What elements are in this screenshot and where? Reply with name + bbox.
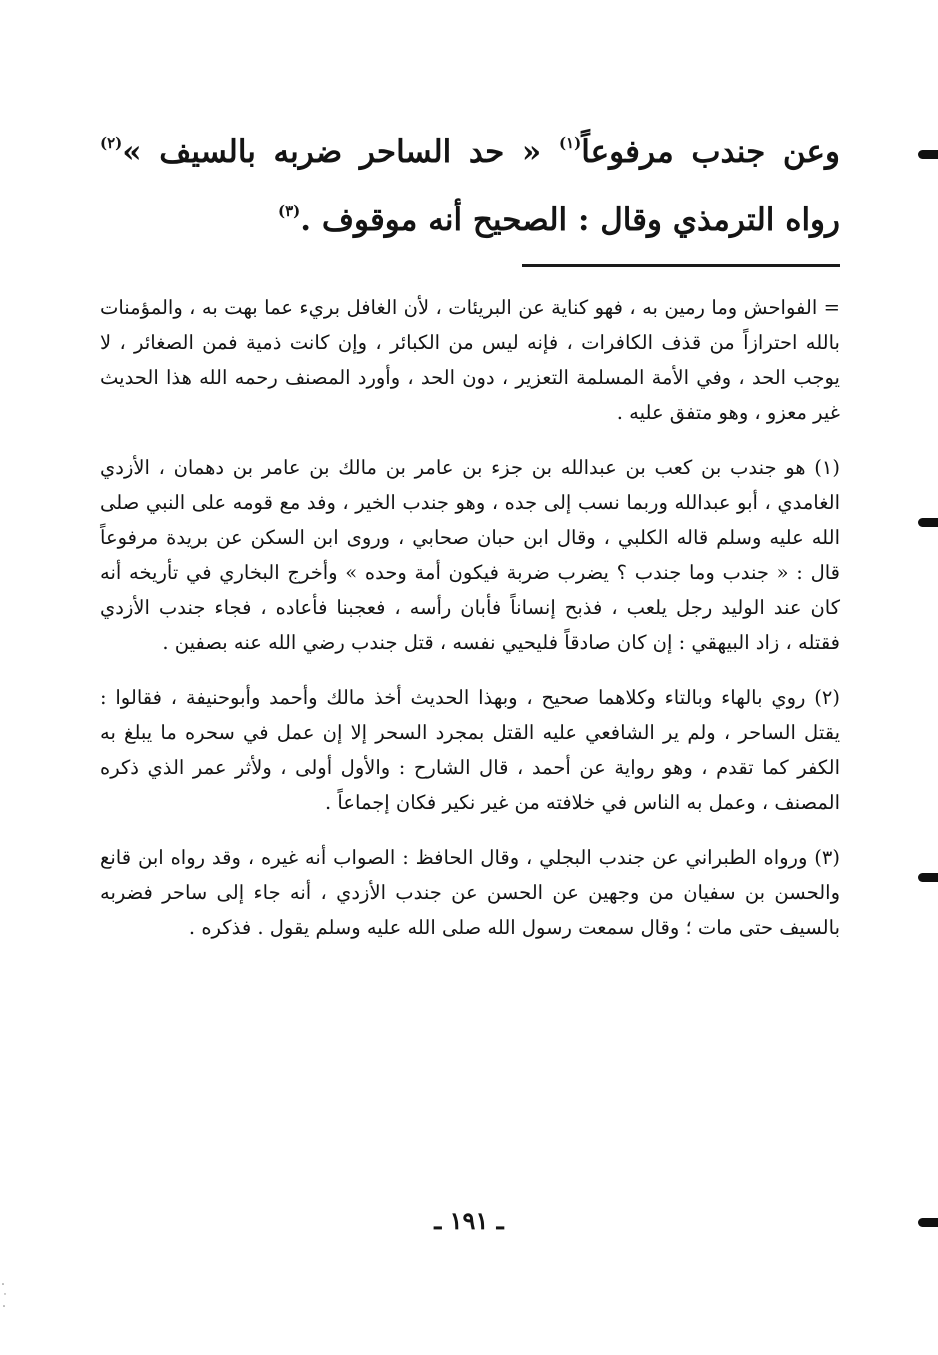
footnote-3: (٣) ورواه الطبراني عن جندب البجلي ، وقال الحافظ : الصواب أنه غيره ، وقد رواه ابن قانع والحسن بن سفيان من وجهين عن الحسن عن جندب الأزدي ، أنه جاء إلى ساحر فضربه بالسيف حتى مات ؛ وقال سمعت رسول الله صلى الله عليه وسلم يقول . فذكره . [100, 846, 840, 939]
footnote-continuation: = الفواحش وما رمين به ، فهو كناية عن البريئات ، لأن الغافل بريء عما بهت به ، والمؤمنات بالله احترازاً من قذف الكافرات ، فإنه ليس من الكبائر ، وإن كانت ذمية فمن الصغائر ، لا يوجب الحد ، وفي الأمة المسلمة التعزير ، دون الحد ، وأورد المصنف رحمه الله هذا الحديث غير معزو ، وهو متفق عليه . [100, 296, 840, 424]
edge-mark-3 [918, 873, 938, 882]
footnote-1: (١) هو جندب بن كعب بن عبدالله بن جزء بن عامر بن مالك بن عامر بن دهمان ، الأزدي الغامدي ، أبو عبدالله وربما نسب إلى جده ، وهو جندب الخير ، وفد مع قومه على النبي صلى الله عليه وسلم قاله الكلبي ، وقال ابن حبان صحابي ، وروى ابن السكن عن بريدة مرفوعاً قال : « جندب وما جندب ؟ يضرب ضربة فيكون أمة وحده » وأخرج البخاري في تأريخه أنه كان عند الوليد رجل يلعب ، فذبح إنساناً فأبان رأسه ، فعجبنا فأعاده ، فجاء جندب الأزدي فقتله ، زاد البيهقي : إن كان صادقاً فليحيي نفسه ، قتل جندب رضي الله عنه بصفين . [100, 456, 840, 654]
page-number: ـ ١٩١ ـ [434, 1206, 504, 1235]
footnote-2: (٢) روي بالهاء وبالتاء وكلاهما صحيح ، وبهذا الحديث أخذ مالك وأحمد وأبوحنيفة ، فقالوا : يقتل الساحر ، ولم ير الشافعي عليه القتل بمجرد السحر إلا إن عمل في سحره ما يبلغ به الكفر كما تقدم ، وهو رواية عن أحمد ، قال الشارح : والأول أولى ، ولأثر عمر الذي ذكره المصنف ، وعمل به الناس في خلافته من غير نكير فكان إجماعاً . [100, 686, 840, 814]
footnote-ref-1: (١) [558, 134, 582, 152]
main-text-part-3: رواه الترمذي وقال : الصحيح أنه موقوف . [300, 202, 840, 238]
main-hadith-text [100, 118, 840, 254]
footnote-ref-2: (٢) [100, 134, 123, 152]
edge-mark-1 [918, 150, 938, 159]
edge-mark-2 [918, 518, 938, 527]
scan-speckles [0, 1280, 10, 1320]
main-text-quote: « حد الساحر ضربه بالسيف » [122, 134, 542, 170]
footnote-ref-3: (٣) [277, 202, 301, 220]
edge-mark-4 [918, 1218, 938, 1227]
footnote-separator [522, 264, 840, 267]
footnotes [100, 290, 840, 965]
main-text-part-1: وعن جندب مرفوعاً [581, 134, 840, 170]
